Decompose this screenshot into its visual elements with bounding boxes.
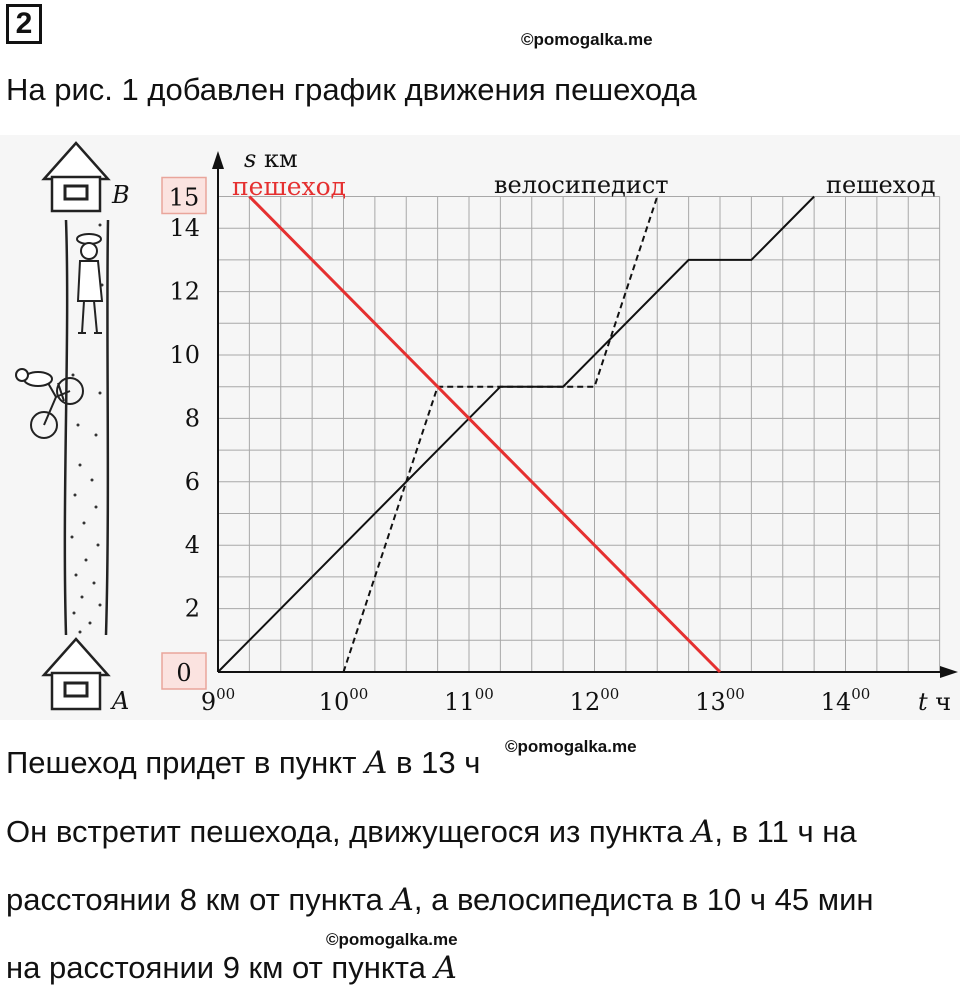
chart-tick-labels — [162, 178, 870, 717]
cyclist-icon — [16, 369, 83, 438]
x-axis-unit-label: t ч — [918, 688, 952, 716]
y-tick-label: 2 — [184, 594, 200, 623]
watermark-middle: ©pomogalka.me — [505, 737, 637, 756]
x-tick-label: $12^{00}$ — [569, 685, 620, 716]
heading: На рис. 1 добавлен график движения пешехода — [6, 72, 697, 107]
answer-line-1-text: Пешеход придет в пункт — [6, 745, 366, 780]
x-tick-label: $13^{00}$ — [695, 685, 745, 716]
answer-line-1 — [6, 745, 480, 781]
y-tick-label: 4 — [184, 531, 200, 560]
x-tick-label: $10^{00}$ — [318, 685, 369, 716]
x-tick-label: $11^{00}$ — [444, 685, 494, 716]
y-tick-label: 8 — [184, 404, 200, 433]
answer-line-1-var: A — [365, 745, 388, 781]
x-tick-label: $14^{00}$ — [820, 685, 871, 716]
answer-line-3-end: , а велосипедиста в 10 ч 45 мин — [413, 882, 874, 917]
pedestrian-icon — [77, 234, 102, 333]
place-label-b: B — [112, 181, 130, 209]
y-tick-label-highlighted: 15 — [168, 183, 200, 212]
answer-line-4-text: на расстоянии 9 км от пункта — [6, 950, 435, 985]
y-axis-unit-label: s км — [244, 145, 298, 173]
y-tick-label: 14 — [169, 214, 200, 243]
task-number: 2 — [6, 4, 42, 44]
series-label-2: велосипедист — [494, 171, 669, 199]
answer-line-2-var: A — [691, 814, 715, 850]
chart-series-labels — [232, 171, 935, 201]
answer-line-3-var: A — [391, 882, 414, 918]
series-label-3: пешеход — [232, 172, 347, 201]
answer-line-2-text: Он встретит пешехода, движущегося из пункта — [6, 814, 692, 849]
house-b-icon — [44, 143, 108, 211]
x-tick-label: $9^{00}$ — [200, 685, 236, 716]
y-tick-label: 12 — [169, 277, 200, 306]
chart-axes — [212, 145, 958, 716]
figure — [0, 135, 960, 720]
y-tick-label-highlighted: 0 — [176, 659, 192, 687]
y-tick-label: 10 — [169, 341, 200, 369]
answer-line-4 — [6, 950, 457, 986]
answer-line-4-var: A — [434, 950, 457, 986]
series-line-3 — [249, 197, 720, 673]
y-tick-label: 6 — [184, 467, 200, 496]
watermark-bottom: ©pomogalka.me — [326, 930, 458, 949]
series-line-1 — [218, 197, 814, 673]
illustration — [16, 143, 108, 709]
answer-line-2-end: , в 11 ч на — [714, 814, 857, 849]
series-label-1: пешеход — [826, 171, 936, 199]
house-a-icon — [44, 639, 108, 709]
chart-grid — [218, 197, 940, 673]
watermark-top: ©pomogalka.me — [521, 30, 653, 49]
x-axis-arrow — [940, 666, 958, 678]
answer-line-3-text: расстоянии 8 км от пункта — [6, 882, 392, 917]
answer-line-1-end: в 13 ч — [387, 745, 481, 780]
chart — [0, 135, 960, 720]
y-axis-arrow — [212, 151, 224, 169]
answer-line-3 — [6, 882, 874, 918]
place-label-a: A — [112, 687, 130, 715]
chart-series — [218, 197, 814, 673]
answer-line-2 — [6, 814, 857, 850]
